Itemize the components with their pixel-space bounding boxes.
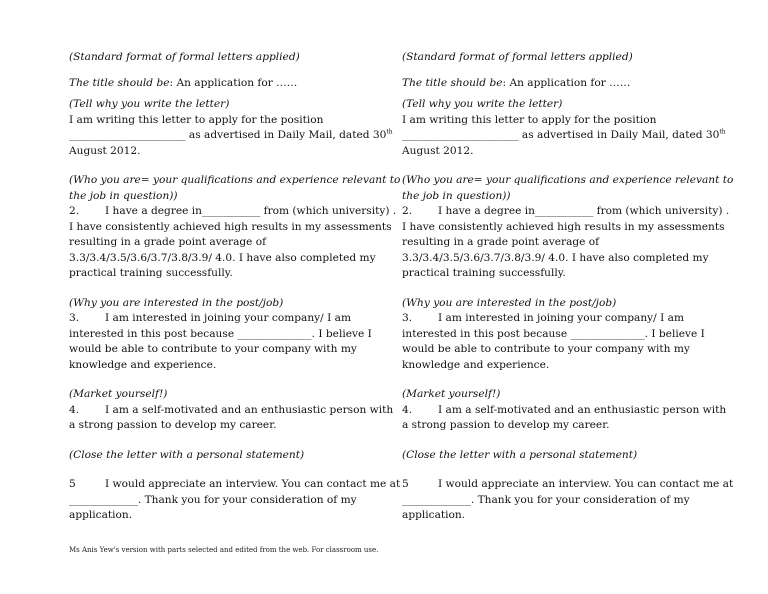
- p4-line-text: I am a self-motivated and an enthusiastic person with: [105, 403, 394, 416]
- who-heading: (Who you are= your qualifications and experience relevant to: [402, 174, 734, 186]
- paragraph-1: [69, 97, 393, 159]
- p5-line-text: I would appreciate an interview. You can contact me at: [105, 478, 401, 490]
- who-heading: the job in question)): [69, 189, 178, 202]
- paragraph-2: [69, 173, 401, 282]
- p3-line: interested in this post because ______________. I believe I: [402, 327, 705, 340]
- p2-line: [69, 204, 397, 220]
- p3-line: knowledge and experience.: [402, 358, 550, 371]
- p1-line: August 2012.: [69, 144, 141, 157]
- p1-line-text: ______________________ as advertised in Daily Mail, dated 30: [402, 129, 720, 141]
- p1-line: [69, 128, 393, 144]
- ordinal-suffix: th: [719, 128, 726, 136]
- interest-heading: (Why you are interested in the post/job): [402, 296, 617, 309]
- p3-number: 3.: [402, 312, 413, 324]
- p5-number: 5: [402, 478, 409, 490]
- p2-number: 2.: [69, 205, 80, 217]
- paragraph-5: [402, 477, 734, 524]
- p1-line: [402, 128, 726, 144]
- p1-line: August 2012.: [402, 144, 474, 157]
- paragraph-2: [402, 173, 734, 282]
- p2-line-text: I have a degree in___________ from (which university) .: [105, 205, 397, 217]
- letter-template-right: [402, 50, 734, 534]
- why-heading: (Tell why you write the letter): [402, 98, 563, 110]
- why-heading: (Tell why you write the letter): [69, 98, 230, 110]
- p1-line-text: ______________________ as advertised in Daily Mail, dated 30: [69, 129, 387, 141]
- p4-number: 4.: [69, 403, 80, 416]
- p4-line-text: I am a self-motivated and an enthusiastic person with: [438, 403, 727, 416]
- paragraph-5: [69, 477, 401, 524]
- p4-line: a strong passion to develop my career.: [402, 419, 610, 431]
- p5-line: application.: [69, 509, 133, 521]
- p3-line: interested in this post because ______________. I believe I: [69, 327, 372, 340]
- paragraph-3: [69, 296, 372, 374]
- paragraph-1: [402, 97, 726, 159]
- market-heading: (Market yourself!): [402, 388, 501, 400]
- title-instruction: [402, 76, 698, 92]
- p2-line-text: I have a degree in___________ from (which university) .: [438, 205, 730, 217]
- p2-number: 2.: [402, 205, 413, 217]
- title-rest: : An application for ……: [502, 76, 631, 89]
- p4-line: a strong passion to develop my career.: [69, 419, 277, 431]
- p2-line: [402, 204, 730, 220]
- p3-line: [69, 311, 365, 327]
- p2-line: I have consistently achieved high results in my assessments: [402, 220, 725, 233]
- p5-line-text: I would appreciate an interview. You can contact me at: [438, 478, 734, 490]
- paragraph-3: [402, 296, 705, 374]
- p1-line: I am writing this letter to apply for the position: [69, 113, 324, 126]
- letter-template-left: [69, 50, 401, 534]
- market-heading: (Market yourself!): [69, 388, 168, 400]
- who-heading: (Who you are= your qualifications and experience relevant to: [69, 174, 401, 186]
- p3-line: would be able to contribute to your company with my: [402, 343, 690, 355]
- p3-line: would be able to contribute to your company with my: [69, 343, 357, 355]
- p5-number: 5: [69, 478, 76, 490]
- title-prefix: The title should be: [69, 76, 170, 89]
- format-note: (Standard format of formal letters applied): [402, 51, 633, 63]
- paragraph-4: [402, 387, 727, 434]
- p1-line: I am writing this letter to apply for the position: [402, 113, 657, 126]
- p5-line: _____________. Thank you for your consideration of my: [69, 493, 357, 506]
- title-instruction: [69, 76, 365, 92]
- close-heading: (Close the letter with a personal statement): [69, 448, 305, 461]
- p2-line: resulting in a grade point average of: [402, 236, 600, 248]
- p4-line: [69, 403, 394, 419]
- p5-line: _____________. Thank you for your consideration of my: [402, 493, 690, 506]
- paragraph-4: [69, 387, 394, 434]
- p3-line: knowledge and experience.: [69, 358, 217, 371]
- p4-line: [402, 403, 727, 419]
- p3-number: 3.: [69, 312, 80, 324]
- p4-number: 4.: [402, 403, 413, 416]
- p2-line: I have consistently achieved high results in my assessments: [69, 220, 392, 233]
- p3-line-text: I am interested in joining your company/ I am: [105, 312, 352, 324]
- p2-line: 3.3/3.4/3.5/3.6/3.7/3.8/3.9/ 4.0. I have also completed my: [69, 251, 376, 264]
- interest-heading: (Why you are interested in the post/job): [69, 296, 284, 309]
- p3-line: [402, 311, 698, 327]
- ordinal-suffix: th: [386, 128, 393, 136]
- format-note: (Standard format of formal letters applied): [69, 51, 300, 63]
- title-rest: : An application for ……: [169, 76, 298, 89]
- p2-line: 3.3/3.4/3.5/3.6/3.7/3.8/3.9/ 4.0. I have also completed my: [402, 251, 709, 264]
- close-heading: (Close the letter with a personal statement): [402, 448, 638, 461]
- p2-line: practical training successfully.: [402, 267, 566, 279]
- footer-note: Ms Anis Yew's version with parts selected and edited from the web. For classroom use.: [69, 546, 379, 554]
- p2-line: resulting in a grade point average of: [69, 236, 267, 248]
- p3-line-text: I am interested in joining your company/ I am: [438, 312, 685, 324]
- p2-line: practical training successfully.: [69, 267, 233, 279]
- p5-line: application.: [402, 509, 466, 521]
- who-heading: the job in question)): [402, 189, 511, 202]
- p5-line: [69, 477, 401, 493]
- p5-line: [402, 477, 734, 493]
- title-prefix: The title should be: [402, 76, 503, 89]
